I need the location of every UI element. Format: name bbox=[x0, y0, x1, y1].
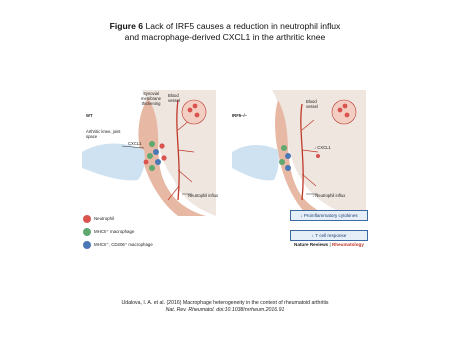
wt-tag: WT bbox=[86, 113, 93, 118]
wt-cxcl1-label: CXCL1 bbox=[128, 141, 142, 146]
neutrophil-cell bbox=[159, 143, 164, 148]
caption-line2: Nat. Rev. Rheumatol. doi:10.1038/nrrheum.2016.91 bbox=[165, 307, 285, 313]
macrophage-cell bbox=[149, 141, 155, 147]
macrophage-cell bbox=[149, 165, 155, 171]
title-line2: and macrophage-derived CXCL1 in the arthritic knee bbox=[124, 32, 326, 42]
proinflammatory-box: ↓ Proinflammatory cytokines bbox=[290, 210, 368, 221]
neutrophil-cell bbox=[338, 108, 343, 113]
publisher-name: Nature Reviews bbox=[294, 242, 329, 247]
macrophage-cell bbox=[281, 145, 287, 151]
figure-title bbox=[0, 21, 450, 43]
t-cell-box: ↓ T cell response bbox=[290, 230, 368, 241]
neutrophil-cell bbox=[188, 108, 193, 113]
macrophage-cell bbox=[153, 149, 159, 155]
legend-label: MHCII⁺ macrophage bbox=[94, 229, 135, 234]
neutrophil-cell bbox=[193, 104, 198, 109]
figure-number: Figure 6 bbox=[109, 21, 144, 31]
irf5-tag: IRF5−/− bbox=[232, 113, 248, 118]
irf5-cxcl1-label: ↓ CXCL1 bbox=[314, 145, 331, 150]
macrophage-icon bbox=[82, 227, 92, 237]
neutrophil-cell bbox=[144, 160, 149, 165]
diagram-figure bbox=[82, 90, 368, 258]
irf5-influx-label: ↓ Neutrophil influx bbox=[312, 193, 346, 198]
neutrophil-cell bbox=[195, 113, 200, 118]
legend-item-cd206-macrophage bbox=[82, 240, 202, 250]
legend-label: Neutrophil bbox=[94, 216, 115, 221]
macrophage-cell bbox=[155, 159, 161, 165]
knee-label: Arthritic knee, joint space bbox=[86, 129, 121, 139]
journal-name: Rheumatology bbox=[331, 242, 364, 247]
macrophage-cell bbox=[285, 165, 291, 171]
macrophage-cell bbox=[147, 153, 153, 159]
irf5-inset-circle bbox=[332, 100, 356, 124]
wt-blood-vessel-label: Blood vessel bbox=[168, 93, 180, 103]
irf5-illustration bbox=[232, 90, 366, 216]
caption-line1: Udalova, I. A. et al. (2016) Macrophage heterogeneity in the context of rheumatoid arthritis bbox=[121, 300, 329, 306]
publisher-separator: | bbox=[328, 242, 332, 247]
figure-caption bbox=[0, 300, 450, 314]
neutrophil-cell bbox=[161, 155, 166, 160]
wt-panel bbox=[82, 90, 219, 216]
wt-inset-circle bbox=[182, 100, 206, 124]
cell-legend bbox=[82, 214, 202, 258]
neutrophil-icon bbox=[82, 214, 92, 224]
cxcl1-marker bbox=[316, 154, 320, 158]
macrophage-cell bbox=[279, 159, 285, 165]
legend-label: MHCII⁺, CD206⁺ macrophage bbox=[94, 242, 153, 247]
macrophage-cell bbox=[285, 153, 291, 159]
synovial-label: Synovial membrane thickening bbox=[140, 91, 161, 106]
irf5-blood-vessel-label: Blood vessel bbox=[306, 99, 318, 109]
legend-item-macrophage bbox=[82, 227, 202, 237]
publisher-logo bbox=[294, 242, 364, 247]
legend-item-neutrophil bbox=[82, 214, 202, 224]
neutrophil-cell bbox=[345, 113, 350, 118]
title-line1: Lack of IRF5 causes a reduction in neutrophil influx bbox=[145, 21, 341, 31]
irf5-joint-space bbox=[232, 145, 279, 180]
wt-influx-label: Neutrophil influx bbox=[188, 193, 219, 198]
irf5-panel bbox=[232, 90, 366, 216]
cd206-macrophage-icon bbox=[82, 240, 92, 250]
neutrophil-cell bbox=[343, 104, 348, 109]
